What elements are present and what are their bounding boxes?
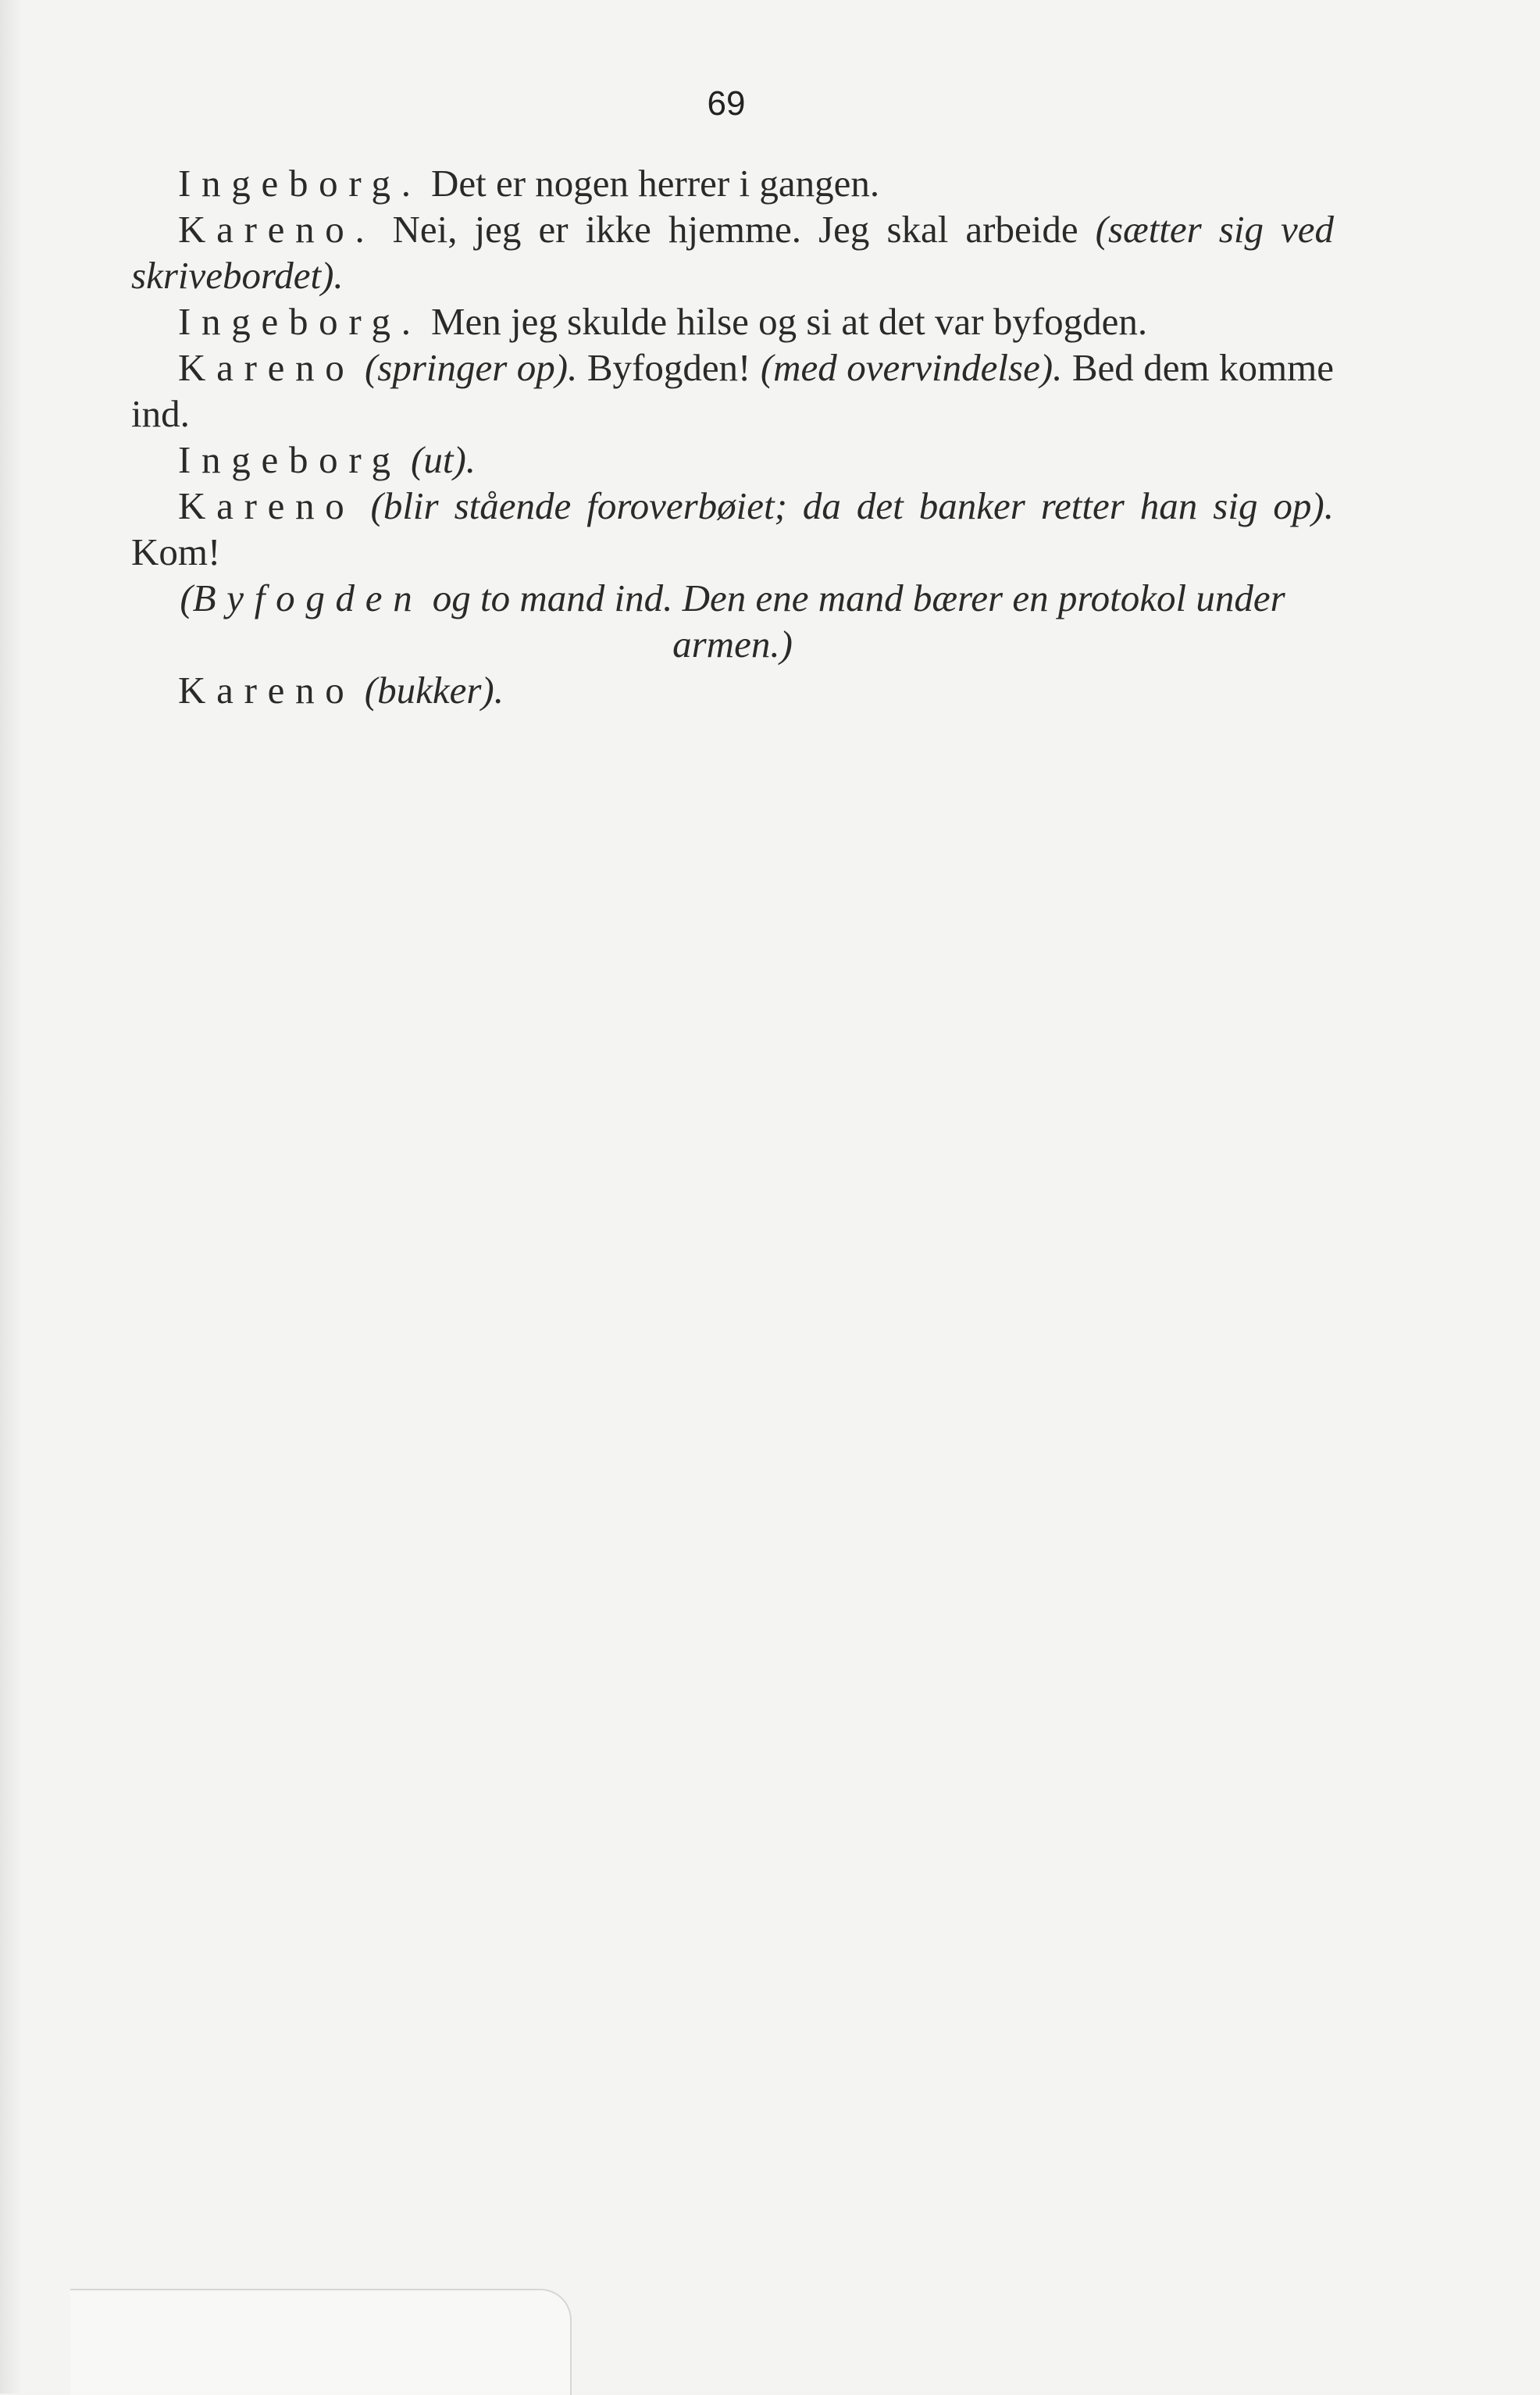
- dialogue-lines: [131, 160, 1334, 575]
- stage-note: (bukker).: [355, 669, 504, 712]
- stage-note: (med overvindelse).: [760, 346, 1063, 389]
- stage-note: (ut).: [401, 438, 476, 481]
- spoken-text: Byfogden!: [577, 346, 761, 389]
- speaker-name: Ingeborg.: [178, 162, 422, 205]
- stage-note: (sætter sig ved skrivebordet).: [131, 208, 1334, 297]
- page-gutter: [0, 0, 22, 2393]
- speaker-name: Ingeborg: [178, 438, 401, 481]
- spoken-text: Kom!: [131, 530, 221, 573]
- dialogue-line: [131, 437, 1334, 483]
- speaker-name: Kareno: [178, 484, 355, 527]
- dialogue-line: [131, 483, 1334, 575]
- dialogue-line-last: [131, 667, 1334, 713]
- stage-direction-rest: og to mand ind. Den ene mand bærer en protokol under armen.): [422, 576, 1285, 666]
- stage-direction-open: (: [180, 576, 193, 619]
- spoken-text: Men jeg skulde hilse og si at det var byfogden.: [421, 300, 1148, 343]
- stage-note: (blir stående foroverbøiet; da det banker retter han sig op).: [355, 484, 1334, 527]
- stage-note: (springer op).: [355, 346, 578, 389]
- spoken-text: Det er nogen herrer i gangen.: [421, 162, 880, 205]
- spoken-text: Nei, jeg er ikke hjemme. Jeg skal arbeide: [375, 208, 1096, 251]
- spoken-text: Bed dem komme ind.: [131, 346, 1334, 435]
- speaker-name: Kareno: [178, 669, 355, 712]
- dialogue-line: [131, 344, 1334, 437]
- speaker-name: Kareno.: [178, 208, 376, 251]
- library-stamp: [70, 2289, 572, 2395]
- speaker-name: Ingeborg.: [178, 300, 422, 343]
- stage-direction-name: Byfogden: [192, 576, 423, 619]
- stage-direction: [131, 575, 1334, 667]
- speaker-name: Kareno: [178, 346, 355, 389]
- dialogue-text: [131, 160, 1334, 713]
- dialogue-line: [131, 206, 1334, 298]
- dialogue-line: [131, 298, 1334, 344]
- page-number: 69: [707, 84, 746, 123]
- dialogue-line: [131, 160, 1334, 206]
